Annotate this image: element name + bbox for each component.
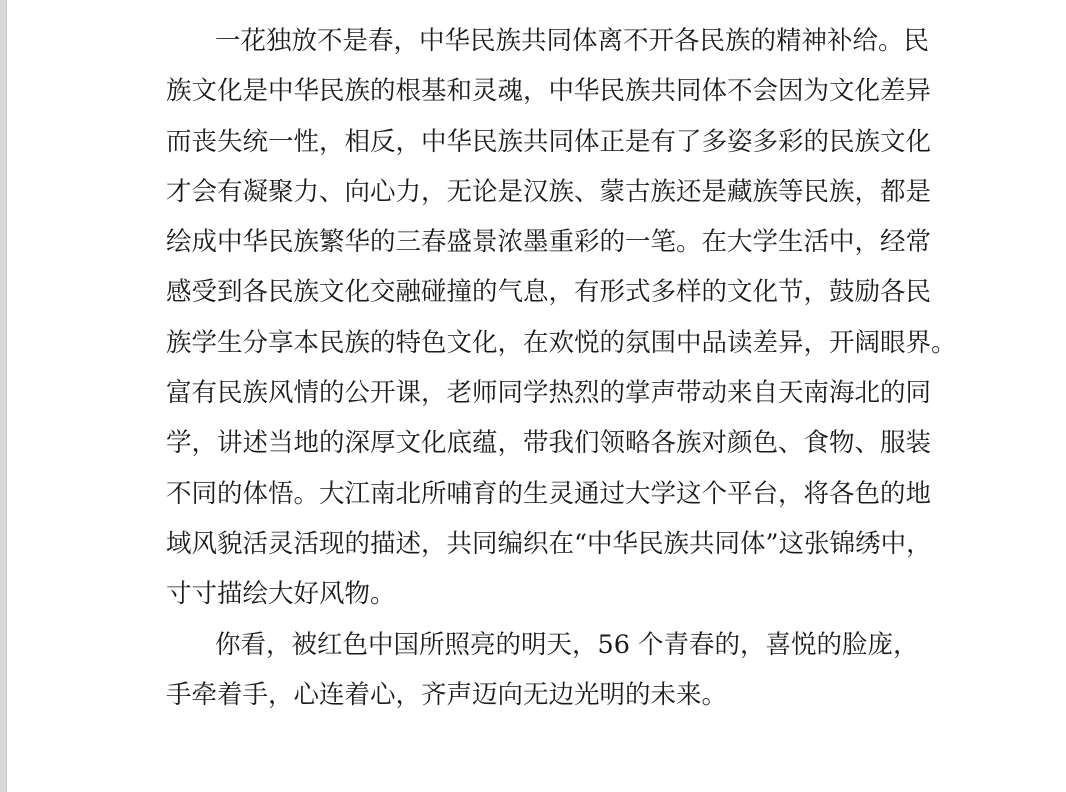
text-line: 域风貌活灵活现的描述，共同编织在“中华民族共同体”这张锦绣中， [166,528,932,559]
paragraph-2 [166,620,918,721]
text-line: 而丧失统一性，相反，中华民族共同体正是有了多姿多彩的民族文化 [166,126,932,157]
text-line: 一花独放不是春，中华民族共同体离不开各民族的精神补给。民 [215,26,930,56]
text-line: 学，讲述当地的深厚文化底蕴，带我们领略各族对颜色、食物、服装 [166,428,932,459]
text-line: 族文化是中华民族的根基和灵魂，中华民族共同体不会因为文化差异 [166,76,932,107]
text-line: 富有民族风情的公开课，老师同学热烈的掌声带动来自天南海北的同 [166,378,932,409]
paragraph-1 [166,16,957,620]
text-line: 寸寸描绘大好风物。 [166,579,396,610]
page-left-edge [0,0,7,792]
text-line: 手牵着手，心连着心，齐声迈向无边光明的未来。 [166,679,728,710]
text-line: 族学生分享本民族的特色文化，在欢悦的氛围中品读差异，开阔眼界。 [166,327,957,358]
document-body [166,16,957,720]
text-line: 不同的体悟。大江南北所哺育的生灵通过大学这个平台，将各色的地 [166,478,932,509]
text-line: 绘成中华民族繁华的三春盛景浓墨重彩的一笔。在大学生活中，经常 [166,227,932,258]
text-line: 你看，被红色中国所照亮的明天，56 个青春的，喜悦的脸庞， [215,629,919,660]
text-line: 才会有凝聚力、向心力，无论是汉族、蒙古族还是藏族等民族，都是 [166,176,932,207]
text-line: 感受到各民族文化交融碰撞的气息，有形式多样的文化节，鼓励各民 [166,277,932,308]
